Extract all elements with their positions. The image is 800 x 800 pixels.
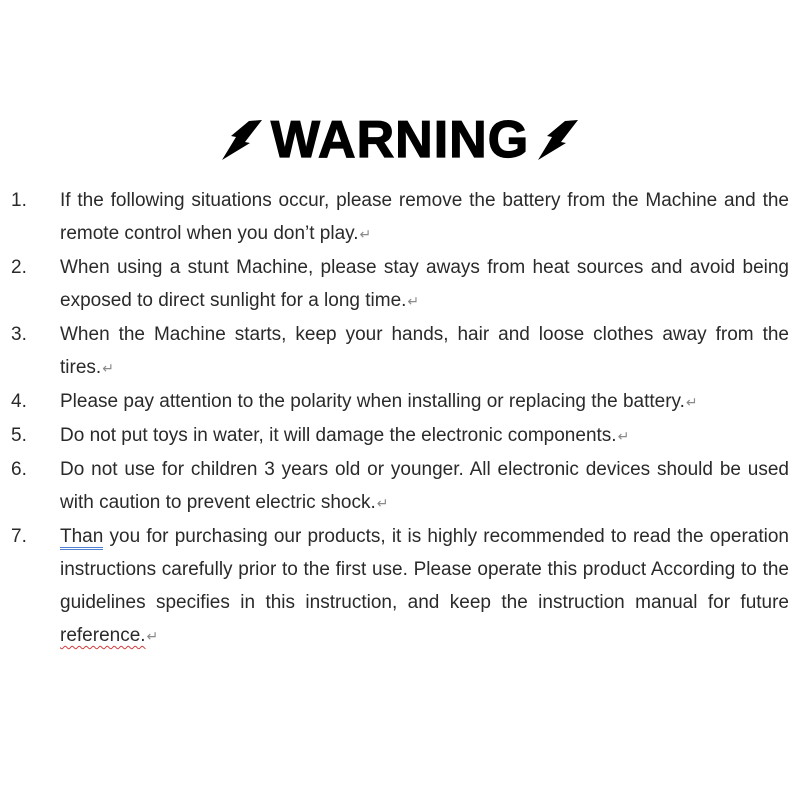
- item-number: 6.: [11, 459, 27, 480]
- item-number: 4.: [11, 391, 27, 412]
- list-item: [0, 318, 800, 385]
- lightning-bolt-icon: [535, 118, 581, 162]
- list-item: [0, 184, 800, 251]
- paragraph-mark-icon: ↵: [102, 360, 114, 376]
- paragraph-mark-icon: ↵: [146, 628, 159, 644]
- list-item: [0, 251, 800, 318]
- warning-title: WARNING: [270, 111, 530, 169]
- warning-list: [0, 184, 800, 653]
- item-number: 5.: [11, 425, 27, 446]
- item-number: 7.: [11, 526, 27, 547]
- warning-header: [0, 108, 800, 172]
- paragraph-mark-icon: ↵: [617, 428, 630, 444]
- item-number: 3.: [11, 324, 27, 345]
- list-item: [0, 453, 800, 520]
- paragraph-mark-icon: ↵: [376, 495, 389, 511]
- paragraph-mark-icon: ↵: [407, 293, 420, 309]
- item-text: If the following situations occur, please remove the battery from the Machine and the remote control when you don’t play.: [60, 190, 789, 244]
- paragraph-mark-icon: ↵: [685, 394, 698, 410]
- item-text: When the Machine starts, keep your hands, hair and loose clothes away from the tires.: [60, 324, 789, 378]
- item-text: Do not use for children 3 years old or younger. All electronic devices should be used with caution to prevent electric shock.: [60, 459, 789, 513]
- list-item: [0, 419, 800, 453]
- item-number: 2.: [11, 257, 27, 278]
- list-item: [0, 385, 800, 419]
- item-text: Please pay attention to the polarity when installing or replacing the battery.: [60, 391, 685, 412]
- item-text: When using a stunt Machine, please stay aways from heat sources and avoid being exposed to direct sunlight for a long time.: [60, 257, 789, 311]
- spelling-flagged-word: reference.: [60, 625, 146, 646]
- paragraph-mark-icon: ↵: [359, 226, 372, 242]
- item-number: 1.: [11, 190, 27, 211]
- item-text: you for purchasing our products, it is highly recommended to read the operation instructions carefully prior to the first use. Please operate this product According to the guidelines specifies in this instruction, and keep the instruction manual for future: [60, 526, 789, 613]
- lightning-bolt-icon: [219, 118, 265, 162]
- list-item: [0, 520, 800, 653]
- grammar-flagged-word: Than: [60, 526, 103, 550]
- item-text: Do not put toys in water, it will damage the electronic components.: [60, 425, 617, 446]
